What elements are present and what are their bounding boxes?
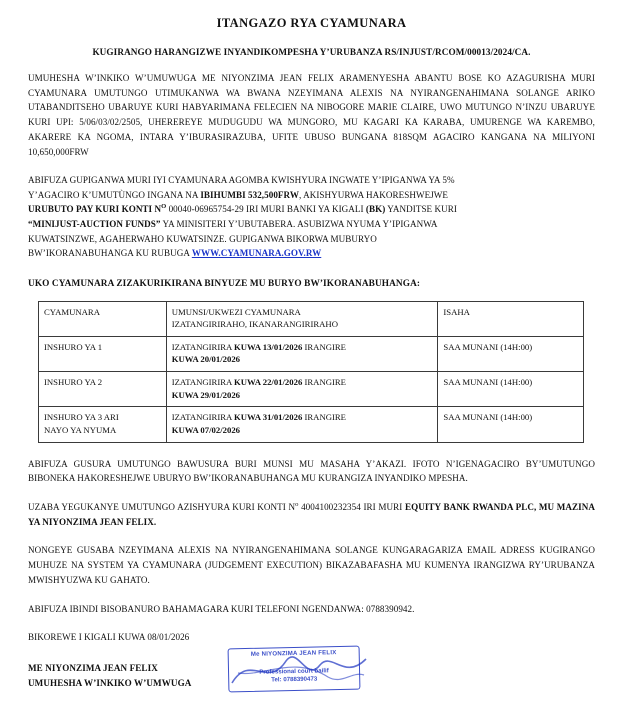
row2-auction-label: INSHURO YA 2: [39, 372, 167, 407]
paragraph-contact-phone: ABIFUZA IBINDI BISOBANURO BAHAMAGARA KURI TELEFONI NGENDANWA: 0788390942.: [28, 603, 415, 614]
deposit-line-1: ABIFUZA GUPIGANWA MURI IYI CYAMUNARA AGOMBA KWISHYURA INGWATE Y’IPIGANWA YA 5%: [28, 175, 455, 186]
deposit-fund-name: “MINIJUST-AUCTION FUNDS”: [28, 218, 161, 229]
deposit-account-superscript: O: [161, 203, 167, 211]
auction-schedule-table: [38, 301, 584, 443]
paragraph-place-date: BIKOREWE I KIGALI KUWA 08/01/2026: [28, 632, 190, 643]
deposit-line-2-c: , AKISHYURWA HAKORESHWEJWE: [298, 189, 449, 200]
row3-end-date: KUWA 07/02/2026: [171, 424, 241, 435]
row2-time: SAA MUNANI (14H:00): [438, 372, 584, 407]
deposit-line-2-a: Y’AGACIRO K’UMUTÙNGO INGANA NA: [28, 189, 201, 200]
header-cell-time: ISAHA: [438, 301, 584, 336]
official-stamp: [228, 646, 361, 693]
table-row: [39, 407, 584, 442]
stamp-line-3: Tel: 0788390473: [271, 675, 318, 684]
deposit-line-2: [28, 188, 595, 203]
deposit-amount: IBIHUMBI 532,500FRW: [200, 189, 299, 200]
paragraph-email-request: NONGEYE GUSABA NZEYIMANA ALEXIS NA NYIRANGENAHIMANA SOLANGE KUNGARAGARIZA EMAIL ADRESS KUGIRANGO MUHUZE NA SYSTEM YA CYAMUNARA (JUDGEMENT EXECUTION) BIKAZABAFASHA MU KUMENYA IRANGIZWA RY’URUBANZA MWISHYUZWA KU GAHATO.: [28, 545, 595, 585]
row1-time: SAA MUNANI (14H:00): [438, 336, 584, 371]
row3-dates-line1: [172, 411, 433, 424]
header-cell-dates-line2: IZATANGIRIRAHO, IKANARANGIRIRAHO: [171, 319, 338, 330]
deposit-line-3-c: YANDITSE KURI: [385, 204, 457, 215]
page-title: ITANGAZO RYA CYAMUNARA: [216, 16, 407, 30]
row1-dates-line1: [172, 341, 433, 354]
paragraph-visit-information: ABIFUZA GUSURA UMUTUNGO BAWUSURA BURI MUNSI MU MASAHA Y’AKAZI. IFOTO N’IGENAGACIRO BY’UMUTUNGO BIBONEKA HAKORESHEJWE UBURYO BW’IKORANABUHANGA MU KURANGIZA INYANDIKO MPESHA.: [28, 458, 595, 484]
deposit-line-5: KUWATSINZWE, AGAHERWAHO KUWATSINZE. GUPIGANWA BIKORWA MUBURYO: [28, 233, 377, 244]
deposit-account-number: 00040-06965754-29 IRI MURI BANKI YA KIGALI: [166, 204, 366, 215]
row3-auction-label-line2: NAYO YA NYUMA: [44, 424, 117, 435]
deposit-line-3: [28, 202, 595, 217]
paragraph-payment-account: [28, 500, 595, 529]
signature-block: [28, 649, 595, 690]
payment-account-superscript: o: [295, 500, 299, 508]
table-row: [39, 336, 584, 371]
row1-start-label: IZATANGIRIRA: [171, 341, 232, 352]
row3-end-label: IRANGIRE: [302, 412, 346, 423]
paragraph-deposit-instructions: [28, 173, 595, 260]
deposit-line-4: [28, 217, 595, 232]
row1-dates: [166, 336, 438, 371]
header-cell-dates: [166, 301, 438, 336]
payment-line-c: , MU MAZINA YA NIYONZIMA JEAN FELIX.: [28, 501, 595, 527]
payment-bank-name: EQUITY BANK RWANDA PLC: [404, 501, 534, 512]
row1-auction-label: INSHURO YA 1: [39, 336, 167, 371]
row1-end-label: IRANGIRE: [302, 341, 346, 352]
row1-start-date: KUWA 13/01/2026: [234, 341, 303, 352]
payment-line-a: UZABA YEGUKANYE UMUTUNGO AZISHYURA KURI KONTI N: [28, 501, 296, 512]
deposit-bank-abbrev: (BK): [365, 204, 386, 215]
row3-time: SAA MUNANI (14H:00): [438, 407, 584, 442]
paragraph-property-description-text: UMUHESHA W’INKIKO W’UMUWUGA ME NIYONZIMA JEAN FELIX ARAMENYESHA ABANTU BOSE KO AZAGURISHA MURI CYAMUNARA UMUTUNGO UTIMUKANWA WA BWANA NZEYIMANA ALEXIS NA NYIRANGENAHIMANA SOLANGE ARIKO UTABANDITSEHO UBARUYE KURI HABYARIMANA FELECIEN NA NIBOGORE MARIE CLAIRE, UWO MUTUNGO N’INZU UBARUYE KURI UPI: 5/06/03/02/2505, UHEREREYE MUDUGUDU WA MUNGORO, MU KAGARI KA KARABA, UMURENGE WA KAREMBO, AKARERE KA NGOMA, INTARA Y’IBURASIRAZUBA, UFITE UBUSO BUNGANA 818SQM AGACIRO KANGANA NA MILIYONI 10,650,000FRW: [28, 73, 595, 157]
deposit-line-6: [28, 246, 595, 261]
paragraph-property-description: [28, 71, 595, 159]
header-cell-dates-line1: UMUNSI/UKWEZI CYAMUNARA: [171, 306, 301, 317]
row2-end-date: KUWA 29/01/2026: [171, 389, 241, 400]
row2-dates-line1: [172, 376, 433, 389]
stamp-line-2: Professional court bailif: [259, 667, 329, 676]
row2-start-date: KUWA 22/01/2026: [234, 377, 303, 388]
payment-account-number: 4004100232354 IRI MURI: [298, 501, 405, 512]
header-cell-auction: CYAMUNARA: [39, 301, 167, 336]
row3-start-label: IZATANGIRIRA: [171, 412, 232, 423]
row3-auction-label-line1: INSHURO YA 3 ARI: [44, 412, 119, 423]
row2-dates: [166, 372, 438, 407]
signatory-title: UMUHESHA W’INKIKO W’UMWUGA: [28, 677, 192, 688]
auction-notice-document: [0, 16, 623, 709]
deposit-line-3-a: URUBUTO PAY KURI KONTI N: [28, 204, 162, 215]
case-reference-subtitle: KUGIRANGO HARANGIZWE INYANDIKOMPESHA Y’URUBANZA RS/INJUST/RCOM/00013/2024/CA.: [92, 47, 531, 57]
auction-website-link[interactable]: WWW.CYAMUNARA.GOV.RW: [191, 248, 322, 259]
table-header-row: [39, 301, 584, 336]
table-row: [39, 372, 584, 407]
deposit-line-6-a: BW’IKORANABUHANGA KU RUBUGA: [28, 248, 192, 259]
stamp-line-1: Me NIYONZIMA JEAN FELIX: [250, 649, 337, 658]
row1-end-date: KUWA 20/01/2026: [171, 354, 241, 365]
row3-dates: [166, 407, 438, 442]
deposit-line-4-b: YA MINISITERI Y’UBUTABERA. ASUBIZWA NYUMA Y’IPIGANWA: [160, 218, 438, 229]
row3-auction-label: [39, 407, 167, 442]
row2-end-label: IRANGIRE: [302, 377, 346, 388]
schedule-section-heading: UKO CYAMUNARA ZIZAKURIKIRANA BINYUZE MU BURYO BW’IKORANABUHANGA:: [28, 278, 421, 289]
signatory-name: ME NIYONZIMA JEAN FELIX: [28, 663, 158, 673]
row2-start-label: IZATANGIRIRA: [171, 377, 232, 388]
row3-start-date: KUWA 31/01/2026: [234, 412, 303, 423]
